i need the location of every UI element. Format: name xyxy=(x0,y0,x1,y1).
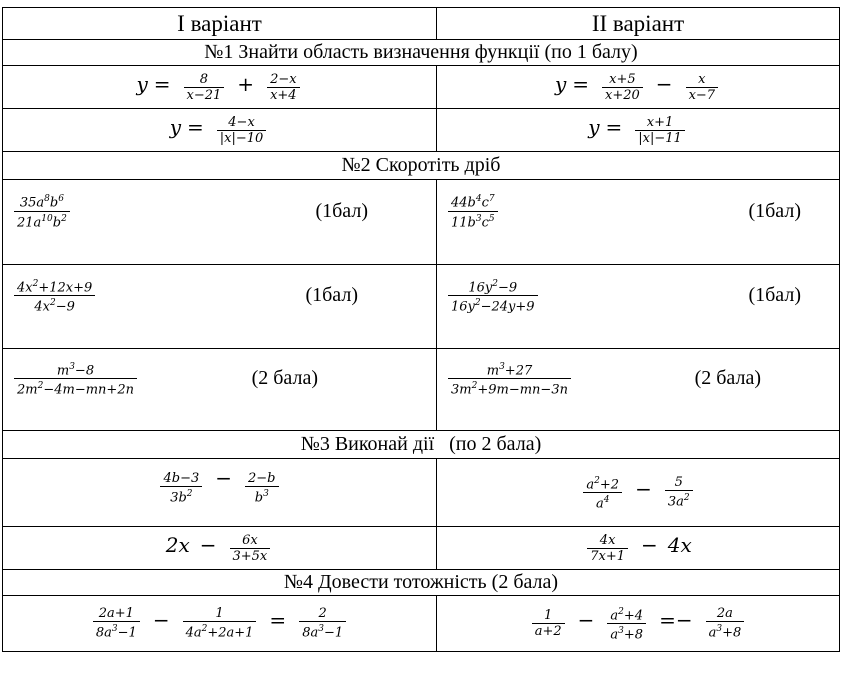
s3-r2-v1: 2x − $\frac{6x}{3+5x}$ xyxy=(3,527,437,570)
s2-r3-v2 xyxy=(437,349,840,431)
fraction: $\frac{m^3-8}{2m^2-4m-mn+2n}$ xyxy=(14,360,137,398)
fraction: $\frac{2}{8a^3-1}$ xyxy=(299,606,346,640)
s3-r1-v2: $\frac{a^2+2}{a^4}$ − $\frac{5}{3a^2}$ xyxy=(437,459,840,527)
fraction: $\frac{a^2+4}{a^3+8}$ xyxy=(607,605,646,643)
fraction: $\frac{x+5}{x+20}$ xyxy=(602,72,643,103)
points-label: (1бал) xyxy=(315,199,368,222)
fraction: $\frac{x+1}{|x|-11}$ xyxy=(635,115,685,146)
s2-r2-v2 xyxy=(437,265,840,349)
section-3-title: №3 Виконай дії (по 2 бала) xyxy=(3,431,840,459)
fraction: $\frac{x}{x-7}$ xyxy=(686,72,719,103)
s2-r2-v1 xyxy=(3,265,437,349)
points-label: (1бал) xyxy=(748,199,801,222)
s1-r2-v2: y = $\frac{x+1}{|x|-11}$ xyxy=(437,109,840,152)
fraction: $\frac{4x^2+12x+9}{4x^2-9}$ xyxy=(14,277,95,315)
s4-v1: $\frac{2a+1}{8a^3-1}$ − $\frac{1}{4a^2+2a+1}$ = $\frac{2}{8a^3-1}$ xyxy=(3,596,437,652)
fraction: $\frac{4-x}{|x|-10}$ xyxy=(217,115,267,146)
fraction: $\frac{1}{a+2}$ xyxy=(532,608,565,639)
s4-v2: $\frac{1}{a+2}$ − $\frac{a^2+4}{a^3+8}$ =− $\frac{2a}{a^3+8}$ xyxy=(437,596,840,652)
fraction: $\frac{a^2+2}{a^4}$ xyxy=(583,474,622,512)
fraction: $\frac{8}{x-21}$ xyxy=(184,72,225,103)
fraction: $\frac{4b-3}{3b^2}$ xyxy=(160,471,202,505)
assignment-table xyxy=(2,7,840,652)
section-2-title: №2 Скоротіть дріб xyxy=(3,152,840,180)
section-3-row xyxy=(3,431,840,459)
points-label: (1бал) xyxy=(305,284,358,306)
fraction: $\frac{2-x}{x+4}$ xyxy=(267,72,300,103)
header-row xyxy=(3,8,840,40)
s3-row-1 xyxy=(3,459,840,527)
fraction: $\frac{m^3+27}{3m^2+9m-mn-3n}$ xyxy=(448,360,571,398)
s2-row-3 xyxy=(3,349,840,431)
fraction: $\frac{16y^2-9}{16y^2-24y+9}$ xyxy=(448,277,538,315)
s1-r1-v2: y = $\frac{x+5}{x+20}$ − $\frac{x}{x-7}$ xyxy=(437,66,840,109)
points-label: (2 бала) xyxy=(251,367,318,389)
fraction: $\frac{5}{3a^2}$ xyxy=(665,475,693,509)
section-2-row xyxy=(3,152,840,180)
s2-r1-v1 xyxy=(3,180,437,265)
fraction: $\frac{2-b}{b^3}$ xyxy=(245,471,279,505)
s1-r2-v1: y = $\frac{4-x}{|x|-10}$ xyxy=(3,109,437,152)
fraction: $\frac{2a}{a^3+8}$ xyxy=(706,606,745,640)
s3-r1-v1: $\frac{4b-3}{3b^2}$ − $\frac{2-b}{b^3}$ xyxy=(3,459,437,527)
s1-row-1 xyxy=(3,66,840,109)
fraction: $\frac{44b^4c^7}{11b^3c^5}$ xyxy=(448,192,498,230)
s3-r2-v2: $\frac{4x}{7x+1}$ − 4x xyxy=(437,527,840,570)
variant-2-header: ІІ варіант xyxy=(437,8,840,40)
s1-r1-v1: y = $\frac{8}{x-21}$ + $\frac{2-x}{x+4}$ xyxy=(3,66,437,109)
s2-r1-v2 xyxy=(437,180,840,265)
section-4-row xyxy=(3,570,840,596)
section-1-title: №1 Знайти область визначення функції (по 1 балу) xyxy=(3,40,840,66)
fraction: $\frac{4x}{7x+1}$ xyxy=(587,533,628,564)
s2-row-1 xyxy=(3,180,840,265)
variant-1-header: І варіант xyxy=(3,8,437,40)
fraction: $\frac{1}{4a^2+2a+1}$ xyxy=(183,606,257,640)
section-4-title: №4 Довести тотожність (2 бала) xyxy=(3,570,840,596)
s2-r3-v1 xyxy=(3,349,437,431)
fraction: $\frac{6x}{3+5x}$ xyxy=(230,533,271,564)
section-1-row xyxy=(3,40,840,66)
points-label: (1бал) xyxy=(748,284,801,306)
fraction: $\frac{35a^8b^6}{21a^{10}b^2}$ xyxy=(14,192,70,230)
s3-row-2 xyxy=(3,527,840,570)
points-label: (2 бала) xyxy=(694,367,761,389)
s1-row-2 xyxy=(3,109,840,152)
s2-row-2 xyxy=(3,265,840,349)
fraction: $\frac{2a+1}{8a^3-1}$ xyxy=(93,606,140,640)
s4-row-1 xyxy=(3,596,840,652)
